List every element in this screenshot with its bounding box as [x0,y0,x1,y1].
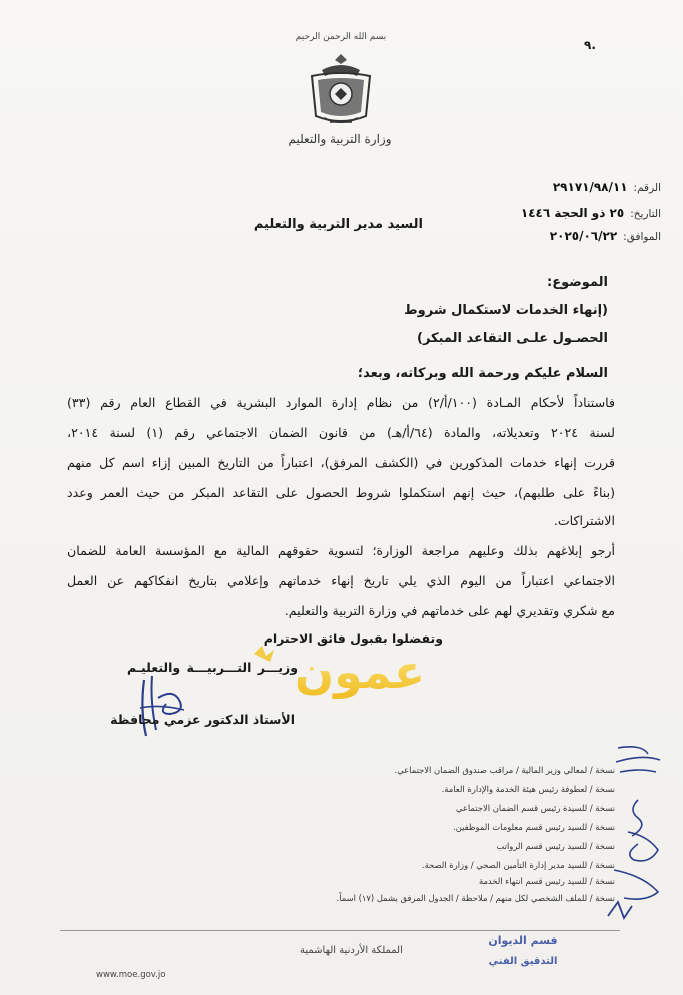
copy-line: نسخة / للسيد مدير إدارة التأمين الصحي / وزارة الصحة. [421,860,615,870]
ministry-logo-text: وزارة التربية والتعليم [288,132,392,146]
body-line: الاشتراكات. [553,513,615,528]
minister-name: الأستاذ الدكتور عزمي محافظة [110,712,295,727]
stamp-line-1: قسم الديوان [488,934,558,947]
footer-website: www.moe.gov.jo [96,970,166,980]
gregorian-date-label: الموافق: [623,231,661,243]
copy-line: نسخة / للملف الشخصي لكل منهم / ملاحظة / الجدول المرفق يشمل (١٧) اسماً. [336,893,615,903]
coat-of-arms-icon [302,48,380,128]
reference-number-value: ٢٩١٧١/٩٨/١١ [552,180,628,194]
body-line: الاجتماعي اعتباراً من اليوم الذي يلي تاريخ إنهاء خدماتهم وإعلامي بتاريخ انفكاكهم عن العمل [67,573,615,588]
minister-title: وزيـــر التـــربيـــة والتعليـم [126,660,298,675]
footer-country: المملكة الأردنية الهاشمية [300,945,403,956]
copy-line: نسخة / للسيد رئيس قسم معلومات الموظفين. [453,822,615,832]
top-mark: ٩. [584,38,596,52]
copy-line: نسخة / للسيد رئيس قسم انتهاء الخدمة [478,876,615,886]
greeting: السلام عليكم ورحمة الله وبركاته، وبعد؛ [357,366,608,381]
copy-line: نسخة / لمعالي وزير المالية / مراقب صندوق الضمان الاجتماعي. [394,765,615,775]
date-label: التاريخ: [630,208,661,220]
body-line: أرجو إبلاغهم بذلك وعليهم مراجعة الوزارة؛ لتسوية حقوقهم المالية مع المؤسسة العامة للضمان [67,543,615,558]
gregorian-date-value: ٢٠٢٥/٠٦/٢٢ [549,229,618,243]
body-line: مع شكري وتقديري لهم على خدماتهم في وزارة التربية والتعليم. [284,603,615,618]
copy-line: نسخة / لعطوفة رئيس هيئة الخدمة والإدارة العامة. [441,784,615,794]
copy-line: نسخة / للسيدة رئيس قسم الضمان الاجتماعي [455,803,615,813]
subject-line-2: الحصـول علـى التقاعد المبكر) [417,331,608,346]
stamp-line-2: التدقيق الفني [488,956,558,967]
handwritten-annotation [598,740,673,940]
body-line: لسنة ٢٠٢٤ وتعديلاته، والمادة (٦٤/أ/هـ) من قانون الضمان الاجتماعي رقم (١) لسنة ٢٠١٤، [67,425,615,440]
body-line: فاستناداً لأحكام المـادة (١٠٠/أ/٢) من نظام إدارة الموارد البشرية في القطاع العام رقم (٣٣) [67,395,615,410]
addressee: السيد مدير التربية والتعليم [253,217,423,232]
copy-line: نسخة / للسيد رئيس قسم الرواتب [496,841,615,851]
date-row [431,206,661,220]
body-line: (بناءً على طلبهم)، حيث إنهم استكملوا شروط الحصول على التقاعد المبكر من حيث العمر وعدد [67,485,615,500]
bismillah-text: بسم الله الرحمن الرحيم [295,32,387,42]
registry-stamp [468,928,578,980]
reference-number-label: الرقم: [633,182,661,194]
reference-number-row [431,180,661,194]
body-line: قررت إنهاء خدمات المذكورين في (الكشف المرفق)، اعتباراً من التاريخ المبين إزاء اسم كل منهم [67,455,615,470]
gregorian-date-row [431,229,661,243]
closing-phrase: وتفضلوا بقبول فائق الاحترام [263,631,443,646]
watermark-text: عمون [294,645,426,699]
subject-line-1: (إنهاء الخدمات لاستكمال شروط [404,303,608,318]
subject-label: الموضوع: [547,275,608,290]
hijri-date-value: ٢٥ ذو الحجة ١٤٤٦ [520,206,625,220]
minister-signature [128,670,198,740]
